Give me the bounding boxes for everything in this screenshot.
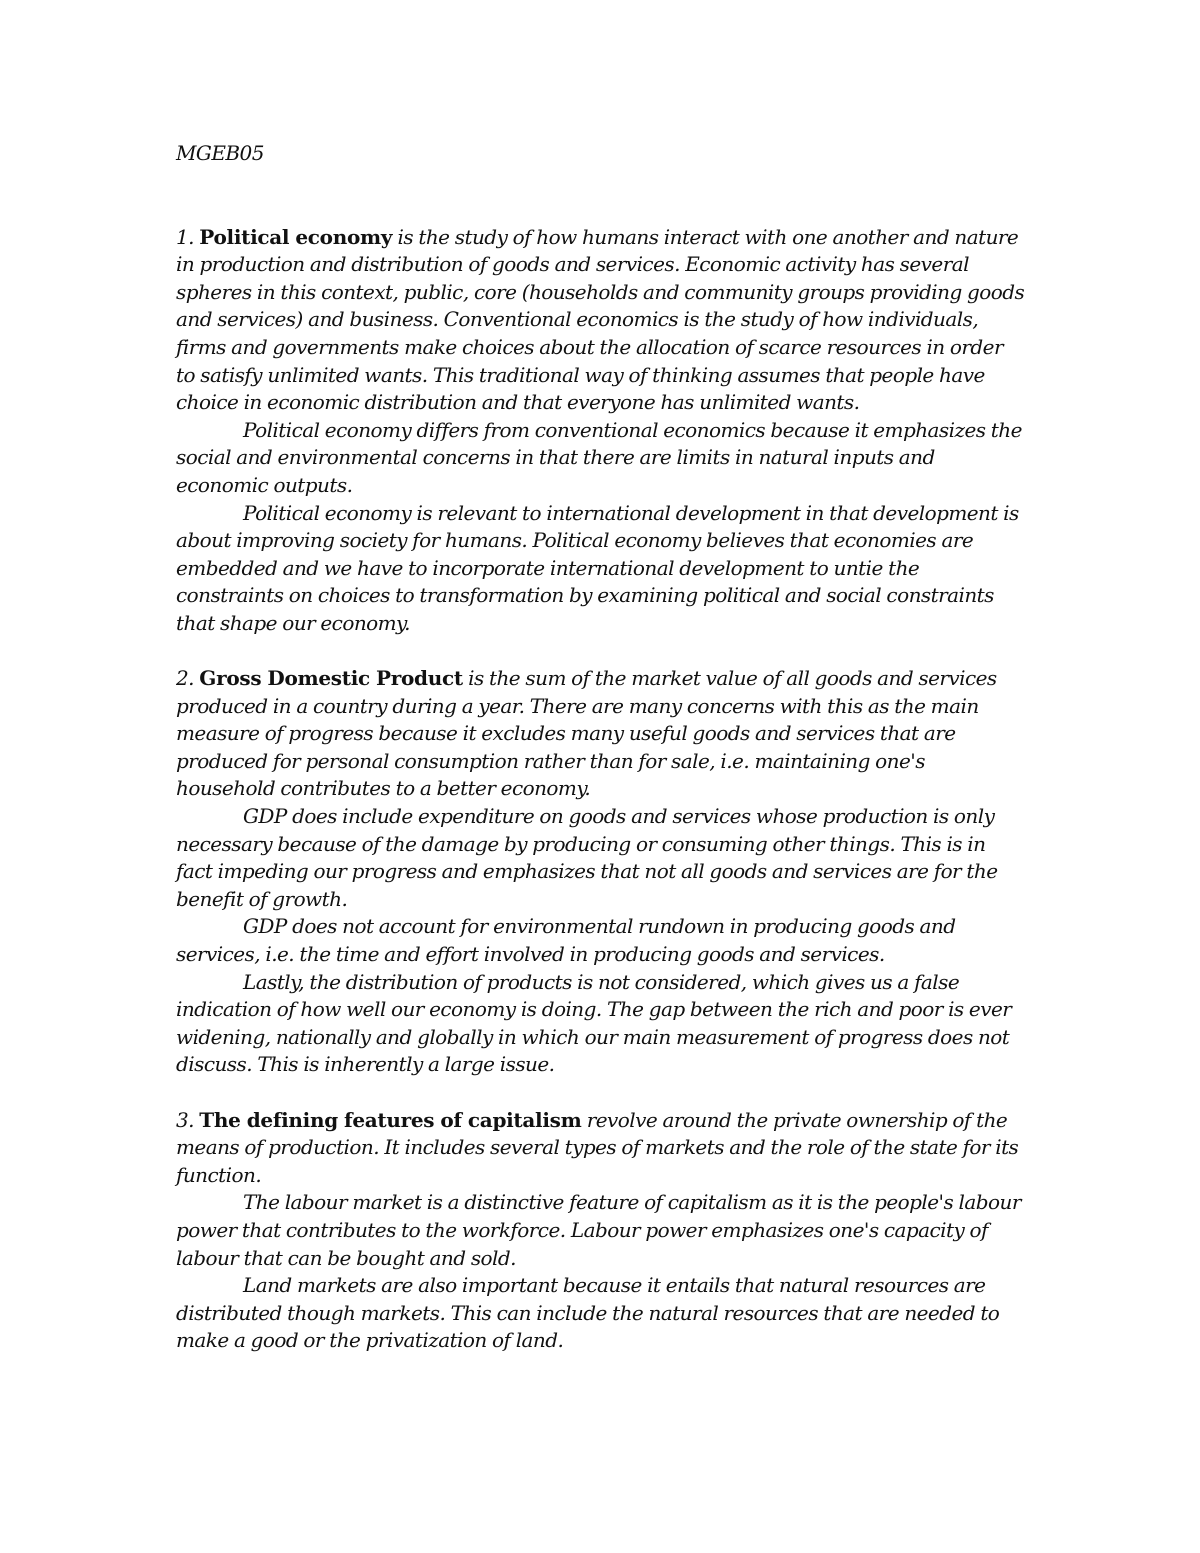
body-paragraph: Lastly, the distribution of products is not considered, which gives us a false indication of how well our economy is doing. The gap between the rich and poor is ever widening, nationally and globally in which our main measurement of progress does not discuss. This is inherently a large issue. [176, 969, 1012, 1077]
section-number: 3. [176, 1107, 194, 1132]
section-gross-domestic-product [176, 665, 1026, 1079]
section-number: 2. [176, 666, 194, 691]
section-term: The defining features of capitalism [199, 1107, 582, 1132]
section-lead-paragraph [176, 665, 1026, 803]
section-political-economy [176, 224, 1026, 638]
section-term: Gross Domestic Product [199, 666, 463, 691]
body-paragraph: GDP does include expenditure on goods and services whose production is only necessary because of the damage by producing or consuming other things. This is in fact impeding our progress and emphasizes that not all goods and services are for the benefit of growth. [176, 804, 998, 911]
section-capitalism-features [176, 1107, 1026, 1355]
body-paragraph: GDP does not account for environmental rundown in producing goods and services, i.e. the time and effort involved in producing goods and services. [176, 914, 956, 967]
course-code: MGEB05 [176, 141, 264, 165]
body-paragraph: The labour market is a distinctive feature of capitalism as it is the people's labour power that contributes to the workforce. Labour power emphasizes one's capacity of labour that can be bought and sold. [176, 1190, 1021, 1270]
document-body [176, 140, 1026, 1383]
section-lead-text: is the study of how humans interact with one another and nature in production and distribution of goods and services. Economic activity has several spheres in this context, public, core (households and community groups providing goods and services) and business. Conventional economics is the study of how individuals, firms and governments make choices about the allocation of scarce resources in order to satisfy unlimited wants. This traditional way of thinking assumes that people have choice in economic distribution and that everyone has unlimited wants. [176, 224, 1025, 415]
section-lead-text: is the sum of the market value of all goods and services produced in a country during a year. There are many concerns with this as the main measure of progress because it excludes many useful goods and services that are produced for personal consumption rather than for sale, i.e. maintaining one's household contributes to a better economy. [176, 666, 997, 801]
section-lead-paragraph [176, 224, 1026, 417]
body-paragraph: Land markets are also important because it entails that natural resources are distributed though markets. This can include the natural resources that are needed to make a good or the privatization of land. [176, 1273, 1000, 1353]
body-paragraph: Political economy is relevant to international development in that development is about improving society for humans. Political economy believes that economies are embedded and we have to incorporate international development to untie the constraints on choices to transformation by examining political and social constraints that shape our economy. [176, 500, 1019, 635]
section-term: Political economy [199, 224, 393, 249]
body-paragraph: Political economy differs from conventional economics because it emphasizes the social and environmental concerns in that there are limits in natural inputs and economic outputs. [176, 417, 1022, 497]
section-number: 1. [176, 224, 194, 249]
section-lead-paragraph [176, 1107, 1026, 1190]
section-lead-text: revolve around the private ownership of the means of production. It includes several types of markets and the role of the state for its function. [176, 1107, 1019, 1187]
